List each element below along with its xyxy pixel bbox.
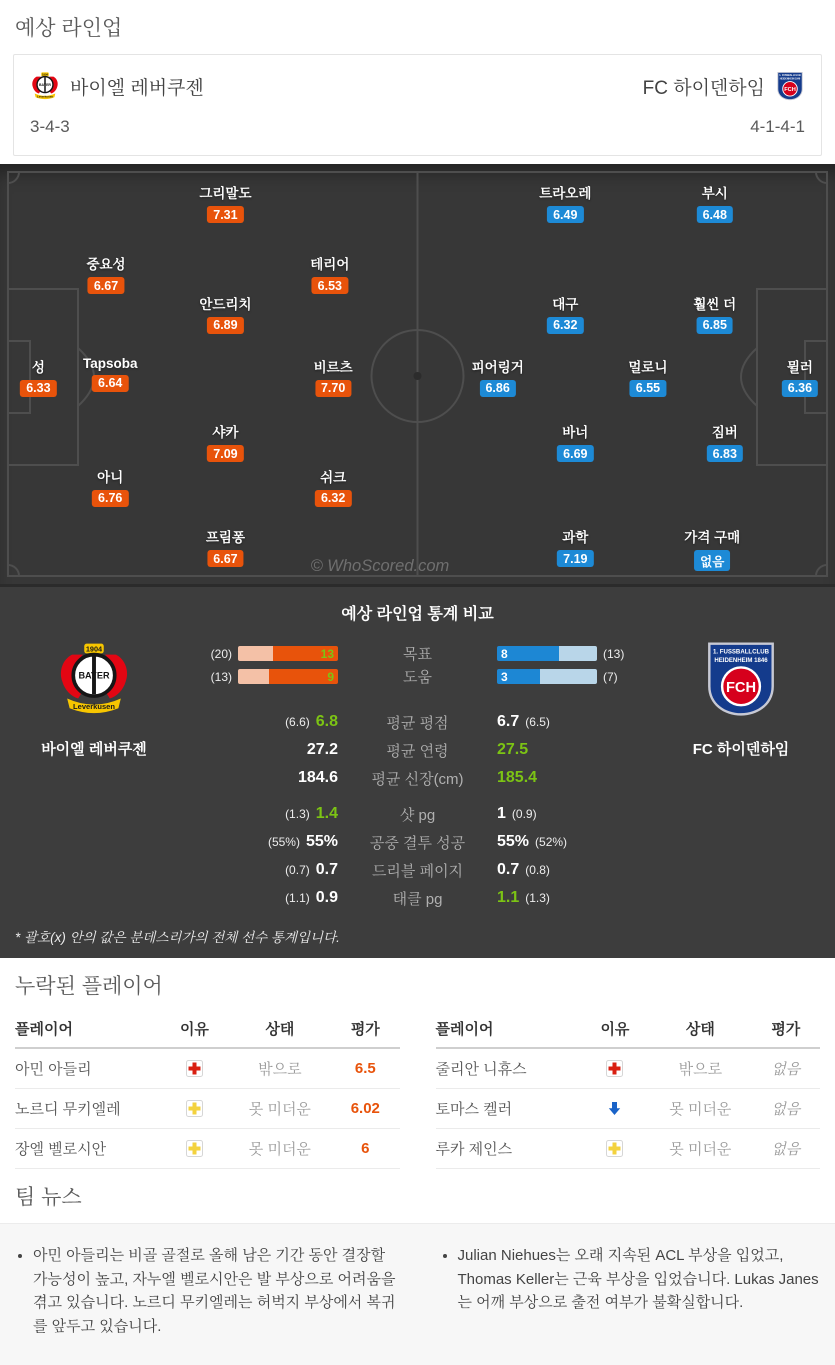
- home-stat-cell: [188, 713, 338, 731]
- missing-status: 밖으로: [258, 1061, 302, 1078]
- news-away-column: [440, 1244, 821, 1339]
- column-header: 플레이어: [435, 1021, 494, 1038]
- injury-red-cross-icon: [606, 1060, 623, 1077]
- player-name[interactable]: 비르츠: [313, 359, 353, 375]
- stat-label: 평균 연령: [386, 742, 449, 760]
- player-name[interactable]: 그리말도: [199, 186, 252, 202]
- away-stat-bar: [497, 669, 597, 684]
- away-stat-cell: [497, 713, 647, 731]
- player-rating-badge: 6.33: [20, 380, 56, 397]
- stats-home-team: [0, 640, 188, 759]
- stat-label: 목표: [403, 646, 432, 663]
- page-title: 예상 라인업: [15, 17, 123, 40]
- away-stat-cell: [497, 669, 647, 684]
- home-stat-value: 0.9: [315, 889, 338, 906]
- column-header: 평가: [350, 1021, 380, 1038]
- blue-down-arrow-icon: [606, 1100, 623, 1117]
- missing-rating: 6: [361, 1140, 370, 1157]
- player-name[interactable]: 바너: [562, 425, 589, 441]
- stat-label: 태클 pg: [392, 890, 443, 908]
- away-stat-value: 6.7: [497, 713, 520, 730]
- player-name[interactable]: 대구: [552, 296, 579, 312]
- player-rating-badge: 6.85: [697, 317, 733, 334]
- home-league-value: (55%): [267, 835, 300, 849]
- spacer: [188, 688, 647, 708]
- player-rating-badge: 6.86: [479, 380, 515, 397]
- player-rating-badge: 6.36: [782, 380, 818, 397]
- column-header: 상태: [265, 1021, 295, 1038]
- column-header: 평가: [771, 1021, 801, 1038]
- player-rating-badge: 6.67: [207, 550, 243, 567]
- player-rating-badge: 6.32: [315, 490, 351, 507]
- home-stat-value: 1.4: [315, 805, 338, 822]
- missing-players-section: [15, 1012, 820, 1169]
- missing-status: 못 미더운: [669, 1141, 732, 1158]
- home-league-value: (6.6): [285, 715, 310, 729]
- pitch-player[interactable]: [199, 293, 251, 335]
- stat-label: 평균 신장(cm): [371, 770, 464, 788]
- away-team-name[interactable]: FC 하이덴하임: [642, 77, 765, 99]
- player-rating-badge: 6.83: [707, 445, 743, 462]
- table-row: [15, 1049, 400, 1089]
- stats-value-row: [188, 736, 647, 764]
- player-name[interactable]: 과학: [562, 530, 589, 546]
- away-stat-value: 55%: [497, 833, 530, 850]
- column-header: 이유: [179, 1021, 209, 1038]
- injury-red-cross-icon: [186, 1060, 203, 1077]
- pitch-player[interactable]: [92, 466, 128, 508]
- player-name[interactable]: 부시: [701, 186, 728, 202]
- away-stat-cell: [497, 889, 647, 907]
- home-stat-value: 27.2: [306, 741, 338, 758]
- doubtful-yellow-cross-icon: [186, 1140, 203, 1157]
- away-league-value: (52%): [535, 835, 568, 849]
- pitch-player[interactable]: [86, 253, 125, 295]
- away-stat-cell: [497, 833, 647, 851]
- news-home-column: [15, 1244, 396, 1339]
- pitch-player[interactable]: [697, 182, 733, 224]
- table-row: [436, 1089, 821, 1129]
- pitch-player[interactable]: [206, 526, 245, 568]
- away-team-crest-icon: [701, 640, 781, 718]
- column-header: 플레이어: [15, 1021, 73, 1038]
- home-bar-value: 13: [320, 646, 334, 661]
- stat-label: 도움: [403, 669, 432, 686]
- news-item: • 아민 아들리는 비골 골절로 올해 남은 기간 동안 결장할 가능성이 높고, 자누엘 벨로시안은 발 부상으로 어려움을 겪고 있습니다. 노르디 무키엘레는 허벅지 부상에서 복귀를 앞두고 있습니다.: [33, 1244, 396, 1339]
- table-row: [15, 1129, 400, 1169]
- home-league-value: (1.3): [285, 807, 310, 821]
- news-item: • Julian Niehues는 오래 지속된 ACL 부상을 입었고, Thomas Keller는 근육 부상을 입었습니다. Lukas Janes는 어깨 부상으로 출전 여부가 불확실합니다.: [458, 1244, 821, 1315]
- player-name[interactable]: 뮐러: [786, 359, 813, 375]
- player-name[interactable]: 멀로니: [628, 359, 668, 375]
- player-rating-badge: 6.67: [88, 277, 124, 294]
- news-list: [15, 1244, 396, 1339]
- home-stat-cell: [188, 769, 338, 787]
- away-team-crest-icon: [775, 71, 805, 101]
- player-name[interactable]: 아니: [97, 469, 124, 485]
- missing-reason-cell: [581, 1140, 649, 1158]
- home-team-name[interactable]: 바이엘 레버쿠젠: [70, 77, 204, 99]
- missing-reason-cell: [160, 1100, 228, 1118]
- stats-value-row: [188, 800, 647, 828]
- whoscored-watermark: © WhoScored.com: [310, 557, 450, 575]
- pitch-player[interactable]: [547, 293, 583, 335]
- home-stat-value: 55%: [305, 833, 338, 850]
- stats-away-team-name: FC 하이덴하임: [692, 741, 790, 758]
- stats-rows: [188, 640, 647, 912]
- home-league-value: (20): [210, 646, 232, 661]
- pitch-player[interactable]: [693, 293, 736, 335]
- player-name[interactable]: 트라오레: [539, 186, 592, 202]
- team-news-section: [0, 1223, 835, 1365]
- player-name[interactable]: 샤카: [212, 425, 239, 441]
- away-stat-cell: [497, 769, 647, 787]
- home-league-value: (0.7): [285, 863, 310, 877]
- player-name[interactable]: 성: [31, 359, 45, 375]
- missing-status: 못 미더운: [248, 1141, 311, 1158]
- doubtful-yellow-cross-icon: [606, 1140, 623, 1157]
- home-league-value: (13): [210, 669, 232, 684]
- pitch-player[interactable]: [472, 356, 524, 398]
- away-bar-dark-segment: [497, 646, 559, 661]
- player-name[interactable]: 피어링거: [471, 359, 524, 375]
- stats-bar-row: [188, 642, 647, 665]
- home-team-crest-icon: [30, 71, 60, 101]
- away-formation: 4-1-4-1: [750, 117, 805, 136]
- player-rating-badge: 7.31: [207, 206, 243, 223]
- stat-label: 샷 pg: [399, 806, 436, 824]
- home-stat-cell: [188, 833, 338, 851]
- away-stat-value: 27.5: [497, 741, 529, 758]
- player-rating-badge: 6.69: [557, 445, 593, 462]
- missing-player-name[interactable]: 아민 아들리: [15, 1061, 92, 1078]
- column-header: 상태: [685, 1021, 715, 1038]
- away-stat-cell: [497, 805, 647, 823]
- away-stat-value: 1: [497, 805, 506, 822]
- away-bar-value: 8: [501, 646, 508, 661]
- table-row: [436, 1049, 821, 1089]
- away-stat-cell: [497, 741, 647, 759]
- away-bar-dark-segment: [497, 669, 540, 684]
- home-stat-bar: [238, 669, 338, 684]
- home-team-header[interactable]: [30, 71, 204, 101]
- stats-value-row: [188, 856, 647, 884]
- stats-title: 예상 라인업 통계 비교: [341, 606, 494, 623]
- home-stat-cell: [188, 889, 338, 907]
- stats-footnote: * 괄호(x) 안의 값은 분데스리가의 전체 선수 통계입니다.: [15, 930, 340, 945]
- player-rating-badge: 7.19: [557, 550, 593, 567]
- home-bar-light-segment: [238, 646, 273, 661]
- home-stat-value: 6.8: [315, 713, 338, 730]
- missing-players-title: 누락된 플레이어: [15, 975, 163, 998]
- away-league-value: (1.3): [525, 891, 550, 905]
- missing-player-name[interactable]: 루카 제인스: [435, 1141, 513, 1158]
- player-name[interactable]: 훨씬 더: [693, 296, 737, 312]
- away-stat-bar: [497, 646, 597, 661]
- news-list: [440, 1244, 821, 1315]
- home-league-value: (1.1): [285, 891, 310, 905]
- player-rating-badge: 6.48: [697, 206, 733, 223]
- player-rating-badge: 6.55: [630, 380, 666, 397]
- missing-player-name[interactable]: 토마스 켈러: [435, 1101, 513, 1118]
- missing-status: 밖으로: [678, 1061, 723, 1078]
- home-bar-light-segment: [238, 669, 269, 684]
- stats-bar-row: [188, 665, 647, 688]
- away-bar-light-segment: [540, 669, 597, 684]
- stats-value-row: [188, 884, 647, 912]
- away-stat-cell: [497, 861, 647, 879]
- stats-home-team-name: 바이엘 레버쿠젠: [41, 741, 147, 758]
- pitch-player[interactable]: [20, 356, 56, 398]
- home-stat-cell: [188, 861, 338, 879]
- home-stat-value: 184.6: [297, 769, 338, 786]
- player-name[interactable]: 쉬크: [320, 469, 347, 485]
- home-team-crest-icon: [54, 640, 134, 718]
- team-news-title: 팀 뉴스: [15, 1186, 82, 1209]
- pitch: [0, 164, 835, 584]
- player-rating-badge: 6.64: [92, 375, 128, 392]
- missing-player-name[interactable]: 장엘 벨로시안: [15, 1141, 107, 1158]
- missing-rating: 없음: [771, 1101, 801, 1118]
- home-stat-bar: [238, 646, 338, 661]
- home-bar-dark-segment: [269, 669, 338, 684]
- away-league-value: (0.8): [525, 863, 550, 877]
- away-league-value: (6.5): [525, 715, 550, 729]
- away-team-header[interactable]: [643, 71, 805, 101]
- match-header-card: [13, 54, 822, 156]
- pitch-player[interactable]: [310, 253, 349, 295]
- missing-player-name[interactable]: 줄리안 니휴스: [435, 1061, 527, 1078]
- home-stat-cell: [188, 669, 338, 684]
- missing-reason-cell: [581, 1060, 649, 1078]
- player-name[interactable]: 안드리치: [199, 296, 252, 312]
- missing-table-header: [436, 1012, 821, 1049]
- player-rating-badge: 없음: [694, 550, 730, 571]
- missing-table-home: [15, 1012, 400, 1169]
- pitch-player[interactable]: [628, 356, 667, 398]
- missing-player-name[interactable]: 노르디 무키엘레: [15, 1101, 121, 1118]
- home-stat-cell: [188, 646, 338, 661]
- pitch-player[interactable]: [314, 356, 353, 398]
- pitch-player[interactable]: [207, 421, 243, 463]
- stat-label: 드리블 페이지: [371, 862, 464, 880]
- away-bar-light-segment: [559, 646, 597, 661]
- player-name[interactable]: 가격 구매: [684, 530, 741, 546]
- missing-reason-cell: [160, 1060, 228, 1078]
- stat-label: 평균 평점: [386, 714, 449, 732]
- pitch-player[interactable]: [83, 356, 138, 393]
- missing-status: 못 미더운: [669, 1101, 732, 1118]
- missing-reason-cell: [581, 1100, 649, 1118]
- missing-rating: 6.5: [354, 1060, 376, 1077]
- pitch-player[interactable]: [557, 421, 593, 463]
- player-rating-badge: 6.49: [547, 206, 583, 223]
- missing-status: 못 미더운: [248, 1101, 311, 1118]
- missing-table-away: [436, 1012, 821, 1169]
- away-stat-value: 1.1: [497, 889, 520, 906]
- stats-panel: [0, 584, 835, 958]
- player-name[interactable]: 테리어: [310, 257, 350, 273]
- missing-rating: 6.02: [350, 1100, 380, 1117]
- player-name[interactable]: 프림퐁: [205, 530, 245, 546]
- away-stat-value: 0.7: [497, 861, 520, 878]
- away-league-value: (7): [603, 669, 618, 684]
- missing-reason-cell: [160, 1140, 228, 1158]
- player-name[interactable]: 짐버: [711, 425, 738, 441]
- home-bar-value: 9: [327, 669, 334, 684]
- pitch-player[interactable]: [539, 182, 591, 224]
- home-formation: 3-4-3: [30, 117, 70, 136]
- missing-rating: 없음: [771, 1141, 801, 1158]
- player-rating-badge: 7.09: [207, 445, 243, 462]
- home-stat-cell: [188, 741, 338, 759]
- missing-table-header: [15, 1012, 400, 1049]
- pitch-player[interactable]: [557, 526, 593, 568]
- player-rating-badge: 6.53: [312, 277, 348, 294]
- away-stat-cell: [497, 646, 647, 661]
- player-rating-badge: 6.76: [92, 490, 128, 507]
- pitch-player[interactable]: [707, 421, 743, 463]
- column-header: 이유: [600, 1021, 630, 1038]
- stats-away-team: [647, 640, 835, 759]
- away-league-value: (13): [603, 646, 625, 661]
- player-rating-badge: 6.32: [547, 317, 583, 334]
- table-row: [436, 1129, 821, 1169]
- player-name[interactable]: Tapsoba: [82, 355, 138, 371]
- pitch-player[interactable]: [684, 526, 740, 571]
- home-bar-dark-segment: [273, 646, 338, 661]
- away-bar-value: 3: [501, 669, 508, 684]
- doubtful-yellow-cross-icon: [186, 1100, 203, 1117]
- pitch-player[interactable]: [315, 466, 351, 508]
- home-stat-value: 0.7: [315, 861, 338, 878]
- player-name[interactable]: 중요성: [86, 257, 126, 273]
- missing-rating: 없음: [771, 1061, 801, 1078]
- pitch-player[interactable]: [199, 182, 251, 224]
- player-rating-badge: 7.70: [315, 380, 351, 397]
- stats-value-row: [188, 828, 647, 856]
- pitch-player[interactable]: [782, 356, 818, 398]
- away-league-value: (0.9): [511, 807, 537, 821]
- home-stat-cell: [188, 805, 338, 823]
- table-row: [15, 1089, 400, 1129]
- stat-label: 공중 결투 성공: [369, 834, 466, 852]
- player-rating-badge: 6.89: [207, 317, 243, 334]
- spacer: [188, 792, 647, 800]
- stats-value-row: [188, 708, 647, 736]
- stats-value-row: [188, 764, 647, 792]
- away-stat-value: 185.4: [497, 769, 538, 786]
